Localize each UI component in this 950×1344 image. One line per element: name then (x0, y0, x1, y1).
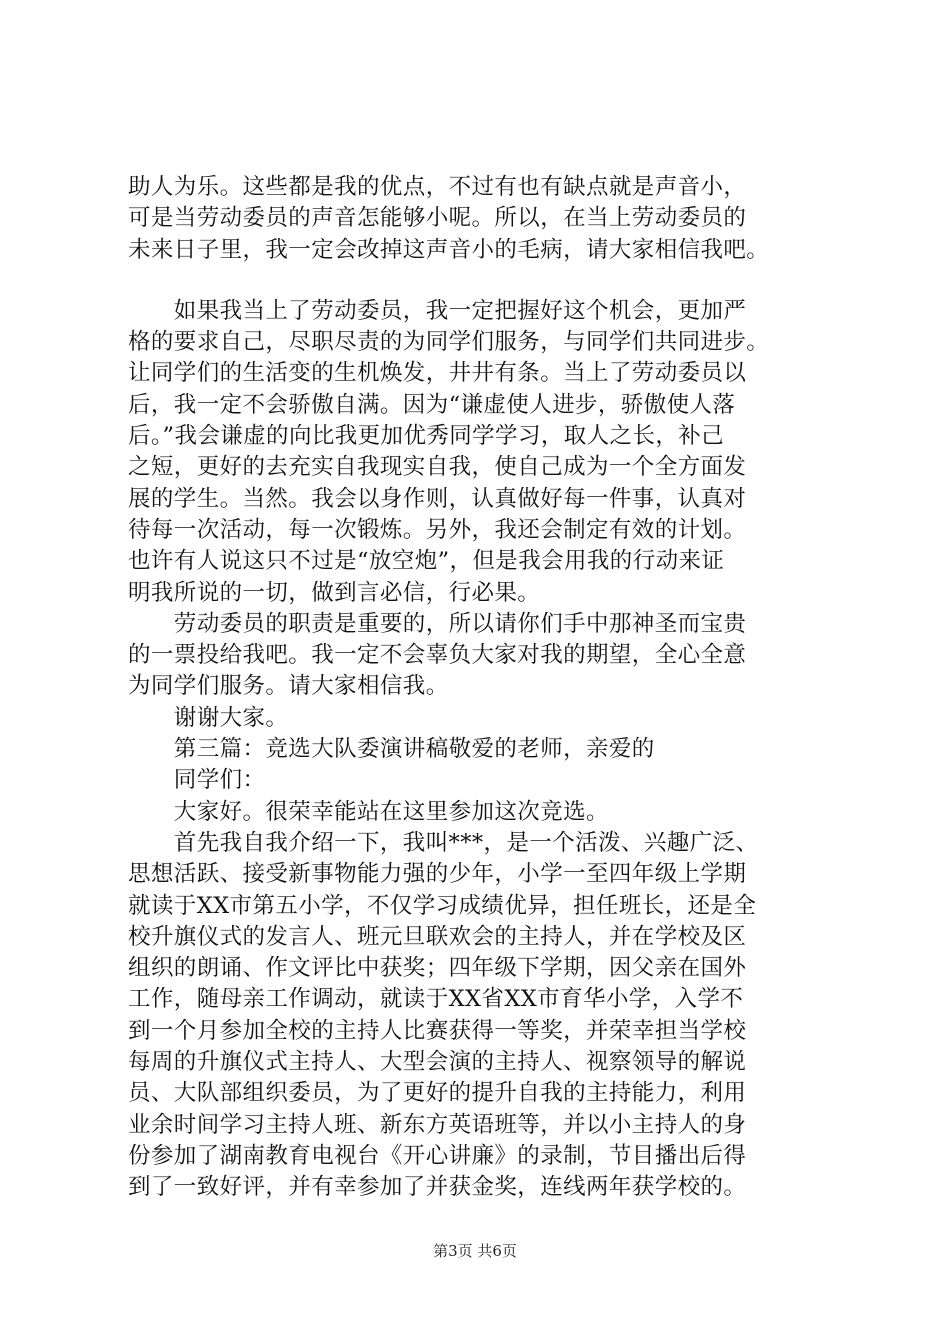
text-line: 校升旗仪式的发言人、班元旦联欢会的主持人，并在学校及区 (128, 923, 747, 950)
text-line: 后。”我会谦虚的向比我更加优秀同学学习，取人之长，补己 (128, 423, 725, 450)
document-body (128, 172, 858, 1204)
text-line: 为同学们服务。请大家相信我。 (128, 673, 449, 700)
text-line: 后，我一定不会骄傲自满。因为“谦虚使人进步，骄傲使人落 (128, 391, 736, 418)
text-line: 可是当劳动委员的声音怎能够小呢。所以，在当上劳动委员的 (128, 205, 747, 232)
text-line: 让同学们的生活变的生机焕发，井井有条。当上了劳动委员以 (128, 360, 747, 387)
text-line: 助人为乐。这些都是我的优点，不过有也有缺点就是声音小， (128, 174, 747, 200)
paragraph (128, 296, 858, 609)
text-line: 如果我当上了劳动委员，我一定把握好这个机会，更加严 (128, 297, 747, 324)
paragraph (128, 828, 858, 1204)
text-line: 也许有人说这只不过是“放空炮”，但是我会用我的行动来证 (128, 548, 725, 575)
text-line: 到一个月参加全校的主持人比赛获得一等奖，并荣幸担当学校 (128, 1017, 747, 1044)
salutation-line: 同学们： (128, 767, 266, 794)
text-line: 的一票投给我吧。我一定不会辜负大家对我的期望，全心全意 (128, 642, 747, 669)
paragraph-gap (128, 266, 858, 296)
text-line: 业余时间学习主持人班、新东方英语班等，并以小主持人的身 (128, 1111, 747, 1138)
text-line: 之短，更好的去充实自我现实自我，使自己成为一个全方面发 (128, 454, 747, 481)
paragraph (128, 172, 858, 266)
text-line: 格的要求自己，尽职尽责的为同学们服务，与同学们共同进步。 (128, 329, 770, 356)
section-title: 第三篇：竞选大队委演讲稿敬爱的老师，亲爱的 (128, 736, 655, 763)
text-line: 展的学生。当然。我会以身作则，认真做好每一件事，认真对 (128, 485, 747, 512)
text-line: 份参加了湖南教育电视台《开心讲廉》的录制，节目播出后得 (128, 1142, 747, 1169)
text-line: 组织的朗诵、作文评比中获奖；四年级下学期，因父亲在国外 (128, 955, 747, 982)
text-line: 工作，随母亲工作调动，就读于XX省XX市育华小学，入学不 (128, 986, 744, 1013)
text-line: 未来日子里，我一定会改掉这声音小的毛病，请大家相信我吧。 (128, 236, 770, 263)
greeting-line: 大家好。很荣幸能站在这里参加这次竞选。 (128, 798, 609, 825)
text-line: 到了一致好评，并有幸参加了并获金奖，连线两年获学校的。 (128, 1174, 747, 1201)
text-line: 待每一次活动，每一次锻炼。另外，我还会制定有效的计划。 (128, 516, 747, 543)
text-line: 首先我自我介绍一下，我叫***，是一个活泼、兴趣广泛、 (128, 829, 759, 856)
text-line: 劳动委员的职责是重要的，所以请你们手中那神圣而宝贵 (128, 610, 747, 637)
page-number: 第3页 共6页 (433, 1242, 517, 1260)
text-line: 明我所说的一切，做到言必信，行必果。 (128, 579, 541, 606)
text-line: 思想活跃、接受新事物能力强的少年，小学一至四年级上学期 (128, 861, 747, 888)
text-line: 员、大队部组织委员，为了更好的提升自我的主持能力，利用 (128, 1080, 747, 1107)
text-line: 就读于XX市第五小学，不仅学习成绩优异，担任班长，还是全 (128, 892, 757, 919)
paragraph (128, 609, 858, 703)
text-line: 每周的升旗仪式主持人、大型会演的主持人、视察领导的解说 (128, 1049, 747, 1076)
thanks-line: 谢谢大家。 (128, 704, 289, 731)
